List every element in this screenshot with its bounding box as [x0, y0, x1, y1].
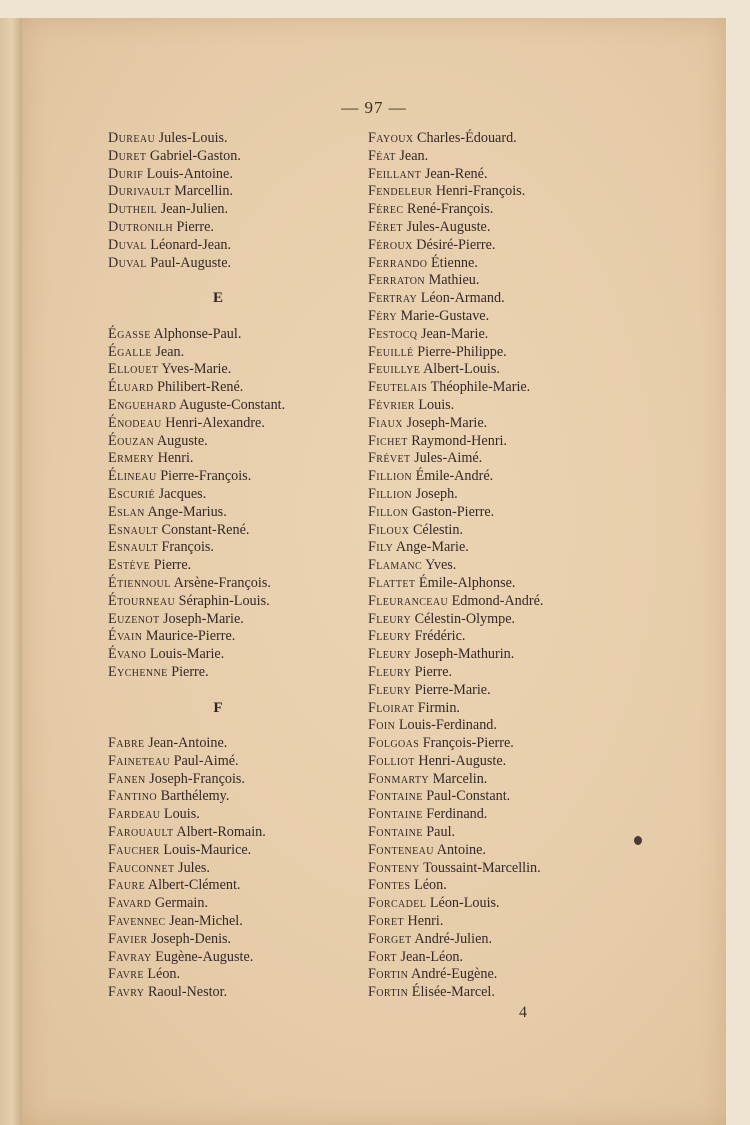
surname: Féat: [368, 147, 396, 164]
given-names: Jacques.: [158, 485, 207, 502]
surname: Février: [368, 396, 415, 413]
name-entry: [368, 788, 668, 806]
name-entry: [368, 361, 668, 379]
surname: Faure: [108, 877, 146, 894]
name-entry: [108, 219, 368, 237]
given-names: Pierre-Marie.: [414, 681, 491, 698]
name-entry: [368, 806, 668, 824]
given-names: Arsène-François.: [173, 574, 271, 591]
given-names: Edmond-André.: [451, 592, 544, 609]
surname: Éouzan: [108, 432, 155, 449]
surname: Folgoas: [368, 735, 420, 752]
spacer: [108, 682, 368, 700]
given-names: Alphonse-Paul.: [153, 325, 242, 342]
given-names: Jean-Léon.: [400, 948, 464, 965]
ink-spot: [634, 836, 642, 845]
surname: Faineteau: [108, 752, 171, 769]
name-entry: [368, 379, 668, 397]
surname: Favray: [108, 948, 152, 965]
given-names: Gaston-Pierre.: [411, 503, 495, 520]
given-names: Yves.: [425, 557, 457, 574]
given-names: Joseph-Marie.: [406, 414, 488, 431]
name-entry: [368, 700, 668, 718]
name-entry: [368, 166, 668, 184]
given-names: Maurice-Pierre.: [145, 628, 236, 645]
given-names: Henri-Alexandre.: [165, 414, 265, 431]
name-entry: [108, 895, 368, 913]
name-entry: [368, 255, 668, 273]
name-entry: [368, 397, 668, 415]
surname: Favier: [108, 930, 148, 947]
name-entry: [368, 735, 668, 753]
spacer: [108, 272, 368, 290]
surname: Fichet: [368, 432, 408, 449]
given-names: Barthélemy.: [160, 788, 230, 805]
name-entry: [108, 824, 368, 842]
given-names: Célestin-Olympe.: [414, 610, 516, 627]
given-names: Marcelin.: [432, 770, 488, 787]
surname: Festocq: [368, 325, 418, 342]
given-names: Émile-Alphonse.: [418, 574, 516, 591]
given-names: Louis-Maurice.: [163, 841, 252, 858]
surname: Fendeleur: [368, 183, 433, 200]
name-entry: [108, 646, 368, 664]
name-entry: [368, 522, 668, 540]
name-entry: [368, 148, 668, 166]
surname: Feillant: [368, 165, 422, 182]
given-names: André-Eugène.: [411, 966, 498, 983]
name-entry: [368, 575, 668, 593]
surname: Esnault: [108, 521, 158, 538]
surname: Fleury: [368, 681, 412, 698]
name-entry: [108, 913, 368, 931]
given-names: Léon.: [147, 966, 181, 983]
given-names: Paul-Aimé.: [173, 752, 239, 769]
name-entry: [368, 646, 668, 664]
name-entry: [108, 415, 368, 433]
surname: Flattet: [368, 574, 416, 591]
given-names: Léon-Armand.: [420, 290, 505, 307]
name-entry: [368, 308, 668, 326]
given-names: Séraphin-Louis.: [178, 592, 270, 609]
surname: Fortin: [368, 966, 409, 983]
name-entry: [108, 237, 368, 255]
given-names: Léon.: [414, 877, 447, 894]
given-names: Jean.: [155, 343, 185, 360]
surname: Égalle: [108, 343, 152, 360]
given-names: Marie-Gustave.: [400, 307, 490, 324]
given-names: Henri.: [157, 450, 194, 467]
surname: Feutelais: [368, 379, 428, 396]
surname: Frévet: [368, 450, 411, 467]
given-names: Élisée-Marcel.: [411, 984, 495, 1001]
given-names: Joseph-Marie.: [163, 610, 244, 627]
surname: Évain: [108, 628, 143, 645]
surname: Folliot: [368, 752, 415, 769]
surname: Durif: [108, 165, 144, 182]
surname: Fertray: [368, 290, 418, 307]
name-entry: [108, 753, 368, 771]
surname: Ferraton: [368, 272, 426, 289]
surname: Fiaux: [368, 414, 403, 431]
given-names: Pierre.: [414, 663, 453, 680]
surname: Fillion: [368, 468, 413, 485]
surname: Fily: [368, 539, 394, 556]
name-entry: [108, 361, 368, 379]
name-entry: [368, 201, 668, 219]
name-entry: [368, 539, 668, 557]
name-entry: [108, 931, 368, 949]
name-entry: [108, 148, 368, 166]
surname: Fort: [368, 948, 397, 965]
name-entry: [108, 877, 368, 895]
name-entry: [108, 966, 368, 984]
surname: Ellouet: [108, 361, 159, 378]
given-names: Émile-André.: [415, 468, 494, 485]
surname: Énodeau: [108, 414, 162, 431]
surname: Esnault: [108, 539, 158, 556]
given-names: Pierre.: [171, 663, 209, 680]
surname: Filoux: [368, 521, 410, 538]
given-names: Gabriel-Gaston.: [149, 147, 241, 164]
given-names: Antoine.: [436, 841, 486, 858]
given-names: Léonard-Jean.: [150, 236, 232, 253]
given-names: Jean-Marie.: [420, 325, 489, 342]
surname: Fleury: [368, 663, 412, 680]
name-entry: [108, 593, 368, 611]
name-entry: [108, 397, 368, 415]
name-entry: [368, 272, 668, 290]
name-entry: [108, 486, 368, 504]
surname: Enguehard: [108, 396, 177, 413]
surname: Favre: [108, 966, 144, 983]
given-names: Ferdinand.: [426, 806, 488, 823]
surname: Estève: [108, 557, 151, 574]
given-names: François-Pierre.: [422, 735, 514, 752]
name-entry: [108, 255, 368, 273]
name-entry: [368, 628, 668, 646]
name-entry: [368, 290, 668, 308]
given-names: Jean.: [399, 147, 429, 164]
given-names: Frédéric.: [414, 628, 466, 645]
surname: Forcadel: [368, 895, 427, 912]
given-names: Joseph-Mathurin.: [414, 646, 515, 663]
name-entry: [108, 664, 368, 682]
section-letter: E: [212, 290, 223, 307]
name-entry: [368, 753, 668, 771]
name-entry: [368, 433, 668, 451]
surname: Faucher: [108, 841, 160, 858]
surname: Égasse: [108, 325, 151, 342]
surname: Évano: [108, 646, 147, 663]
given-names: Constant-René.: [161, 521, 250, 538]
given-names: Pierre-François.: [160, 468, 252, 485]
name-entry: [108, 806, 368, 824]
surname: Ferrando: [368, 254, 428, 271]
surname: Fardeau: [108, 806, 161, 823]
name-entry: [108, 504, 368, 522]
given-names: Jean-Julien.: [160, 201, 229, 218]
name-entry: [368, 949, 668, 967]
given-names: Albert-Louis.: [423, 361, 500, 378]
surname: Ermery: [108, 450, 155, 467]
name-entry: [368, 931, 668, 949]
given-names: Albert-Romain.: [176, 824, 266, 841]
spacer: [108, 717, 368, 735]
surname: Fauconnet: [108, 859, 175, 876]
surname: Fleuranceau: [368, 592, 449, 609]
surname: Fontaine: [368, 824, 423, 841]
surname: Favard: [108, 895, 152, 912]
document-page: [22, 18, 726, 1125]
given-names: Ange-Marie.: [395, 539, 469, 556]
name-entry: [368, 504, 668, 522]
surname: Férec: [368, 201, 404, 218]
surname: Fabre: [108, 735, 145, 752]
given-names: Germain.: [154, 895, 209, 912]
name-entry: [368, 842, 668, 860]
name-entry: [368, 593, 668, 611]
name-entry: [108, 166, 368, 184]
given-names: Toussaint-Marcellin.: [423, 859, 541, 876]
name-entry: [368, 219, 668, 237]
name-entry: [368, 682, 668, 700]
given-names: Eugène-Auguste.: [155, 948, 254, 965]
name-entry: [108, 379, 368, 397]
name-entry: [108, 842, 368, 860]
name-entry: [368, 415, 668, 433]
surname: Étiennoul: [108, 574, 171, 591]
surname: Foin: [368, 717, 396, 734]
surname: Fanen: [108, 770, 146, 787]
given-names: Désiré-Pierre.: [416, 236, 496, 253]
given-names: Étienne.: [430, 254, 478, 271]
given-names: Paul.: [426, 824, 456, 841]
given-names: François.: [161, 539, 214, 556]
surname: Eychenne: [108, 663, 168, 680]
surname: Féry: [368, 307, 397, 324]
name-entry: [108, 557, 368, 575]
name-entry: [108, 326, 368, 344]
given-names: Raymond-Henri.: [411, 432, 508, 449]
name-entry: [368, 895, 668, 913]
given-names: Paul-Auguste.: [150, 254, 232, 271]
surname: Fillion: [368, 485, 413, 502]
name-entry: [368, 984, 668, 1002]
name-entry: [108, 860, 368, 878]
surname: Fleury: [368, 646, 412, 663]
name-entry: [108, 575, 368, 593]
section-letter: F: [213, 699, 223, 716]
given-names: Mathieu.: [428, 272, 480, 289]
surname: Durivault: [108, 183, 171, 200]
given-names: Léon-Louis.: [429, 895, 500, 912]
given-names: Louis-Marie.: [149, 646, 225, 663]
given-names: Joseph-François.: [149, 770, 245, 787]
surname: Féret: [368, 218, 403, 235]
name-entry: [108, 539, 368, 557]
name-entry: [368, 913, 668, 931]
surname: Foret: [368, 913, 404, 930]
given-names: Théophile-Marie.: [430, 379, 531, 396]
name-entry: [108, 628, 368, 646]
surname: Fleury: [368, 610, 412, 627]
surname: Fonmarty: [368, 770, 430, 787]
surname: Fontaine: [368, 806, 423, 823]
given-names: Jules-Auguste.: [406, 218, 491, 235]
surname: Fillon: [368, 503, 409, 520]
surname: Eslan: [108, 503, 145, 520]
given-names: Marcellin.: [174, 183, 233, 200]
given-names: Yves-Marie.: [161, 361, 232, 378]
name-entry: [108, 735, 368, 753]
given-names: Louis-Antoine.: [146, 165, 233, 182]
surname: Duval: [108, 254, 147, 271]
surname: Étourneau: [108, 592, 176, 609]
signature-mark: 4: [519, 1004, 527, 1021]
given-names: Louis-Ferdinand.: [398, 717, 497, 734]
surname: Fonteny: [368, 859, 420, 876]
previous-page-edge: [0, 18, 23, 1125]
name-entry: [368, 611, 668, 629]
given-names: Firmin.: [417, 699, 460, 716]
given-names: Henri-François.: [435, 183, 526, 200]
given-names: Jean-René.: [424, 165, 488, 182]
name-entry: [368, 237, 668, 255]
surname: Fortin: [368, 984, 409, 1001]
surname: Fantino: [108, 788, 158, 805]
right-column: [368, 130, 668, 1002]
name-entry: [368, 326, 668, 344]
name-entry: [108, 468, 368, 486]
name-entry: [368, 486, 668, 504]
given-names: Louis.: [418, 396, 455, 413]
name-entry: [108, 984, 368, 1002]
name-entry: [368, 468, 668, 486]
name-entry: [108, 201, 368, 219]
page-number: — 97 —: [341, 98, 407, 117]
given-names: André-Julien.: [414, 930, 493, 947]
given-names: Pierre.: [153, 557, 192, 574]
name-entry: [368, 450, 668, 468]
name-entry: [108, 611, 368, 629]
given-names: Jules-Louis.: [158, 130, 228, 146]
name-entry: [108, 949, 368, 967]
surname: Feuillé: [368, 343, 414, 360]
surname: Dutheil: [108, 201, 158, 218]
surname: Fayoux: [368, 130, 414, 146]
given-names: Ange-Marius.: [147, 503, 227, 520]
surname: Forget: [368, 930, 412, 947]
given-names: Albert-Clément.: [147, 877, 241, 894]
given-names: Pierre-Philippe.: [417, 343, 507, 360]
name-entry: [368, 130, 668, 148]
surname: Euzenot: [108, 610, 160, 627]
name-entry: [368, 877, 668, 895]
given-names: Pierre.: [176, 218, 214, 235]
surname: Flamanc: [368, 557, 423, 574]
given-names: Paul-Constant.: [426, 788, 511, 805]
name-entry: [108, 771, 368, 789]
surname: Duret: [108, 147, 147, 164]
surname: Dureau: [108, 130, 156, 146]
surname: Duval: [108, 236, 147, 253]
name-entry: [108, 522, 368, 540]
given-names: Joseph.: [415, 485, 458, 502]
given-names: Charles-Édouard.: [417, 130, 517, 146]
surname: Dutronilh: [108, 218, 173, 235]
surname: Favennec: [108, 913, 166, 930]
name-entry: [368, 664, 668, 682]
name-entry: [368, 344, 668, 362]
surname: Fonteneau: [368, 841, 434, 858]
surname: Farouault: [108, 824, 174, 841]
surname: Feuillye: [368, 361, 421, 378]
name-entry: [368, 183, 668, 201]
name-entry: [368, 557, 668, 575]
surname: Fleury: [368, 628, 412, 645]
name-entry: [368, 824, 668, 842]
spacer: [108, 308, 368, 326]
name-entry: [108, 433, 368, 451]
name-entry: [108, 788, 368, 806]
name-entry: [368, 860, 668, 878]
given-names: Joseph-Denis.: [151, 930, 232, 947]
given-names: Auguste.: [156, 432, 208, 449]
surname: Féroux: [368, 236, 413, 253]
left-column: [108, 130, 368, 1002]
given-names: Jean-Michel.: [169, 913, 243, 930]
given-names: Louis.: [163, 806, 200, 823]
given-names: Jules-Aimé.: [414, 450, 483, 467]
surname: Élineau: [108, 468, 157, 485]
name-entry: [108, 130, 368, 148]
name-entry: [108, 183, 368, 201]
surname: Favry: [108, 984, 145, 1001]
given-names: Jules.: [178, 859, 210, 876]
given-names: Henri.: [407, 913, 444, 930]
given-names: Henri-Auguste.: [418, 752, 507, 769]
name-entry: [108, 344, 368, 362]
surname: Éluard: [108, 379, 154, 396]
name-entry: [368, 717, 668, 735]
name-entry: [368, 771, 668, 789]
surname: Escurié: [108, 485, 156, 502]
name-entry: [108, 450, 368, 468]
given-names: Auguste-Constant.: [179, 396, 286, 413]
given-names: Philibert-René.: [157, 379, 244, 396]
given-names: René-François.: [407, 201, 494, 218]
name-entry: [368, 966, 668, 984]
given-names: Raoul-Nestor.: [147, 984, 228, 1001]
surname: Fontes: [368, 877, 411, 894]
surname: Fontaine: [368, 788, 423, 805]
surname: Floirat: [368, 699, 415, 716]
given-names: Célestin.: [412, 521, 463, 538]
given-names: Jean-Antoine.: [148, 735, 228, 752]
